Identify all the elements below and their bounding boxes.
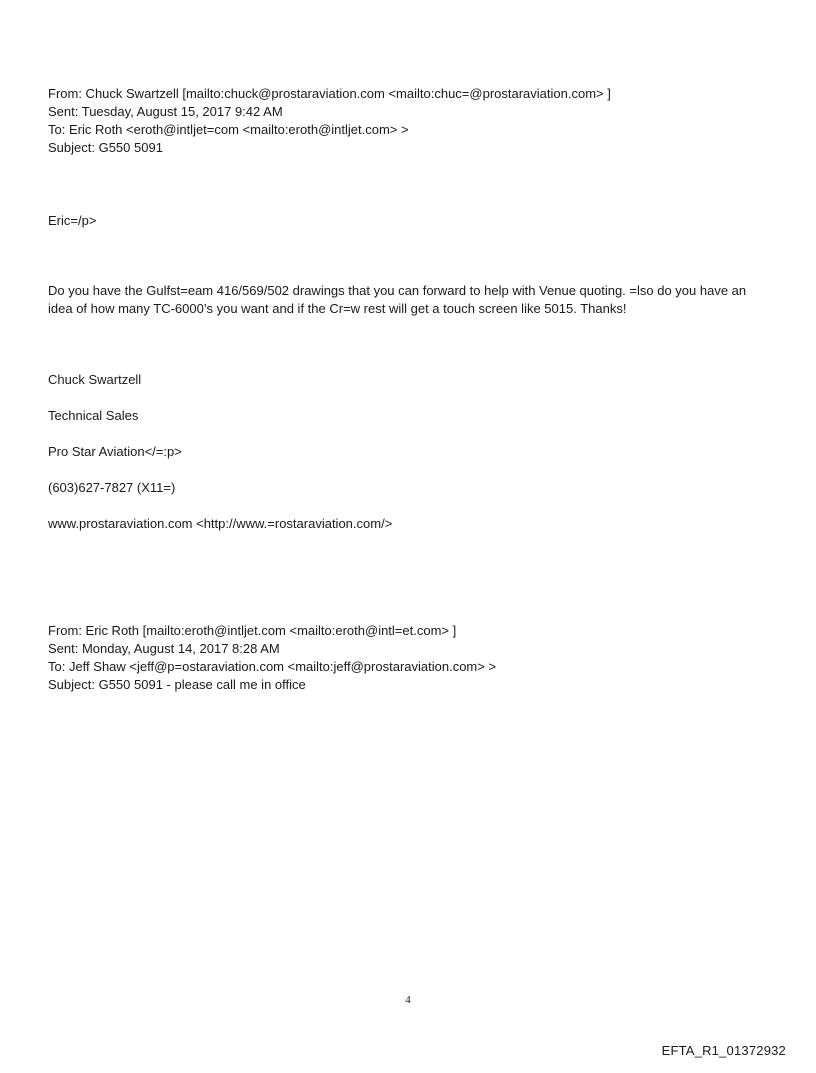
signature-name: Chuck Swartzell — [48, 372, 142, 387]
greeting: Eric=/p> — [48, 213, 97, 228]
email-2-from: From: Eric Roth [mailto:eroth@intljet.com <mailto:eroth@intl=et.com> ] — [48, 623, 457, 638]
signature-phone: (603)627-7827 (X11=) — [48, 480, 176, 495]
email-1-from: From: Chuck Swartzell [mailto:chuck@prostaraviation.com <mailto:chuc=@prostaraviation.com> ] — [48, 86, 611, 101]
message-body: Do you have the Gulfst=eam 416/569/502 drawings that you can forward to help with Venue quoting. =lso do you have an idea of how many TC-6000’s you want and if the Cr=w rest will get a touch screen like 5015. Thanks! — [48, 283, 747, 316]
email-2-subject: Subject: G550 5091 - please call me in office — [48, 677, 306, 692]
email-1-sent: Sent: Tuesday, August 15, 2017 9:42 AM — [48, 104, 283, 119]
email-1-subject: Subject: G550 5091 — [48, 140, 163, 155]
signature-website: www.prostaraviation.com <http://www.=rostaraviation.com/> — [48, 516, 393, 531]
signature-company: Pro Star Aviation</=:p> — [48, 444, 182, 459]
signature-title: Technical Sales — [48, 408, 139, 423]
email-2-sent: Sent: Monday, August 14, 2017 8:28 AM — [48, 641, 280, 656]
bates-number: EFTA_R1_01372932 — [661, 1043, 786, 1058]
email-1-to: To: Eric Roth <eroth@intljet=com <mailto:eroth@intljet.com> > — [48, 122, 409, 137]
page-number: 4 — [405, 994, 411, 1006]
email-2-to: To: Jeff Shaw <jeff@p=ostaraviation.com <mailto:jeff@prostaraviation.com> > — [48, 659, 497, 674]
